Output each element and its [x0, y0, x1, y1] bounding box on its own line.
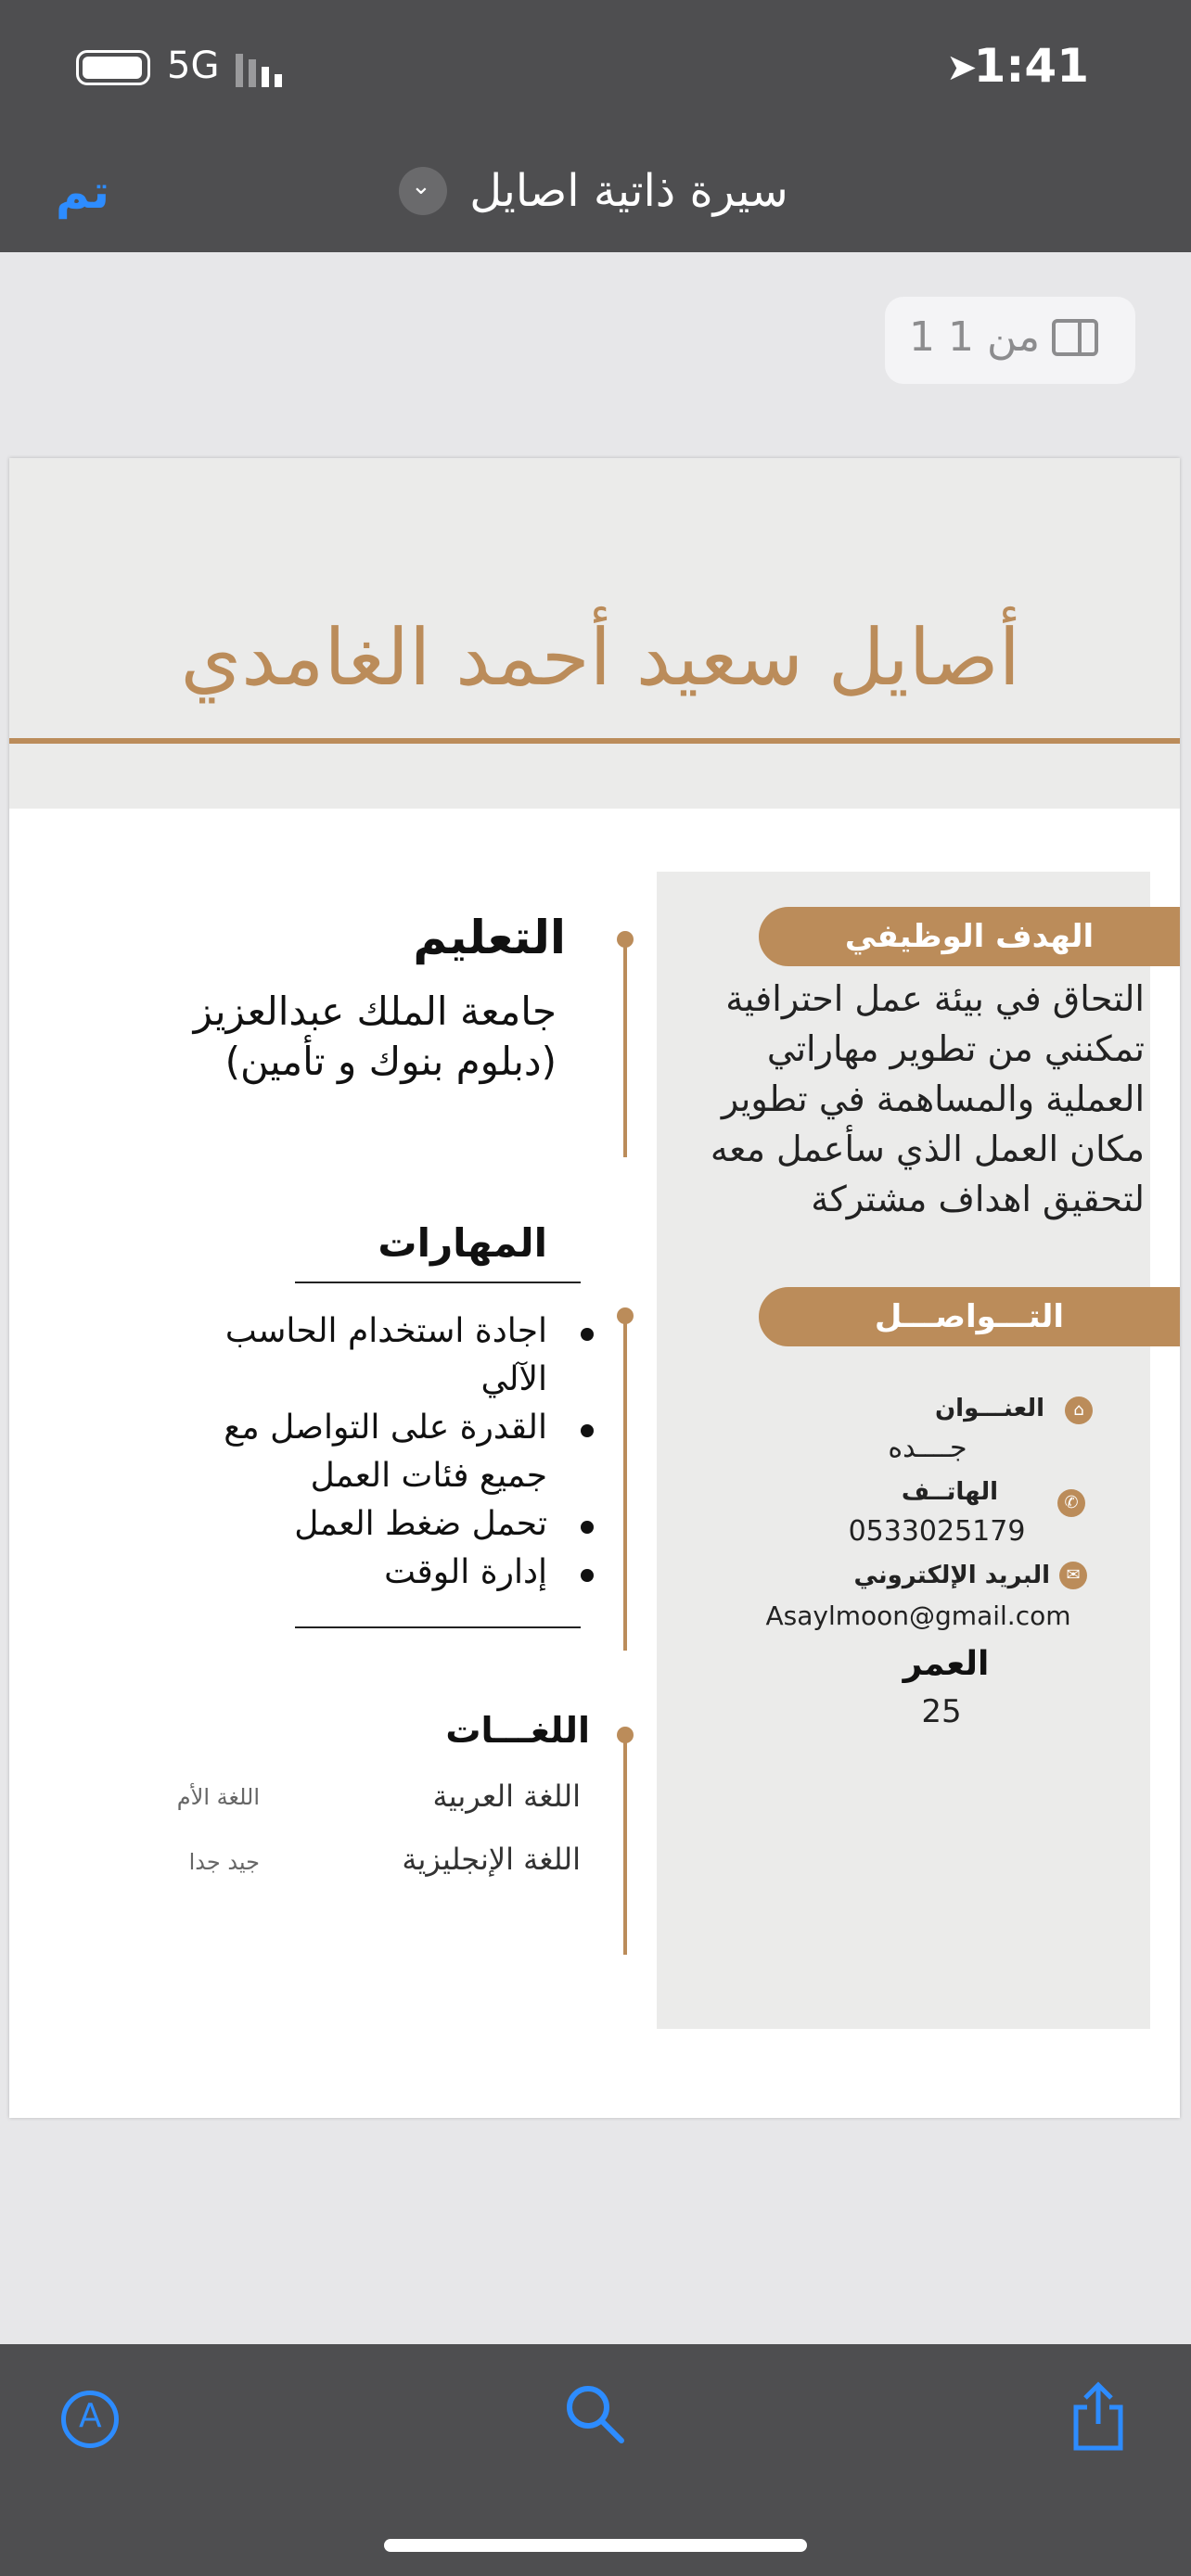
skills-list	[204, 1307, 594, 1597]
address-value: جــــده	[888, 1432, 967, 1464]
timeline-line	[623, 1317, 627, 1651]
share-button[interactable]	[1069, 2381, 1128, 2455]
home-indicator[interactable]	[384, 2539, 807, 2552]
search-button[interactable]	[562, 2381, 627, 2459]
search-icon	[562, 2381, 627, 2446]
objective-text: التحاق في بيئة عمل احترافية تمكنني من تطوير مهاراتي العملية والمساهمة في تطوير مكان العمل الذي سأعمل معه لتحقيق اهداف مشتركة	[710, 978, 1145, 1219]
skills-heading: المهارات	[378, 1220, 547, 1266]
network-label: 5G	[167, 45, 220, 87]
document-title: سيرة ذاتية اصايل	[469, 165, 788, 217]
signal-icon	[236, 50, 291, 87]
age-label: العمر	[903, 1645, 990, 1683]
language-name: اللغة الإنجليزية	[402, 1842, 581, 1877]
home-icon: ⌂	[1065, 1396, 1093, 1424]
clock: 1:41	[973, 39, 1089, 93]
battery-icon	[76, 50, 150, 85]
markup-button[interactable]	[61, 2391, 119, 2448]
done-button[interactable]: تم	[56, 165, 109, 219]
header-divider	[9, 738, 1180, 744]
timeline-line	[623, 938, 627, 1157]
resume-name: أصايل سعيد أحمد الغامدي	[180, 612, 1020, 703]
language-level: اللغة الأم	[176, 1784, 260, 1810]
objective-heading: الهدف الوظيفي	[759, 907, 1180, 966]
location-arrow-icon: ➤	[946, 46, 978, 89]
list-item: تحمل ضغط العمل	[204, 1500, 594, 1549]
education-heading: التعليم	[413, 911, 566, 964]
timeline-line	[623, 1736, 627, 1955]
phone-value: 0533025179	[848, 1515, 1026, 1548]
mail-icon: ✉	[1059, 1562, 1087, 1589]
address-label: العنـــوان	[934, 1395, 1044, 1422]
skills-rule-top	[295, 1282, 581, 1283]
list-item: اجادة استخدام الحاسب الآلي	[204, 1307, 594, 1404]
sidebar-toggle-icon[interactable]	[1052, 319, 1098, 356]
share-icon	[1069, 2381, 1128, 2452]
page-indicator-label: 1 من 1	[909, 313, 1041, 361]
timeline-dot	[617, 1307, 634, 1324]
education-text: جامعة الملك عبدالعزيز (دبلوم بنوك و تأمين)	[193, 988, 557, 1084]
language-name: اللغة العربية	[432, 1779, 581, 1814]
markup-pen-icon: A	[79, 2397, 102, 2435]
skills-rule-bottom	[295, 1626, 581, 1628]
email-label: البريد الإلكتروني	[853, 1562, 1050, 1589]
language-level: جيد جدا	[188, 1849, 260, 1875]
timeline-dot	[617, 1727, 634, 1743]
languages-heading: اللغـــات	[445, 1710, 590, 1751]
phone-label: الهاتــف	[901, 1478, 998, 1506]
timeline-dot	[617, 931, 634, 948]
list-item: القدرة على التواصل مع جميع فئات العمل	[204, 1404, 594, 1500]
email-value: Asaylmoon@gmail.com	[765, 1600, 1071, 1631]
age-value: 25	[921, 1693, 962, 1730]
list-item: إدارة الوقت	[204, 1549, 594, 1597]
chevron-down-icon: ⌄	[411, 172, 431, 200]
phone-icon: ✆	[1057, 1489, 1085, 1517]
contact-heading: التـــواصـــل	[759, 1287, 1180, 1346]
